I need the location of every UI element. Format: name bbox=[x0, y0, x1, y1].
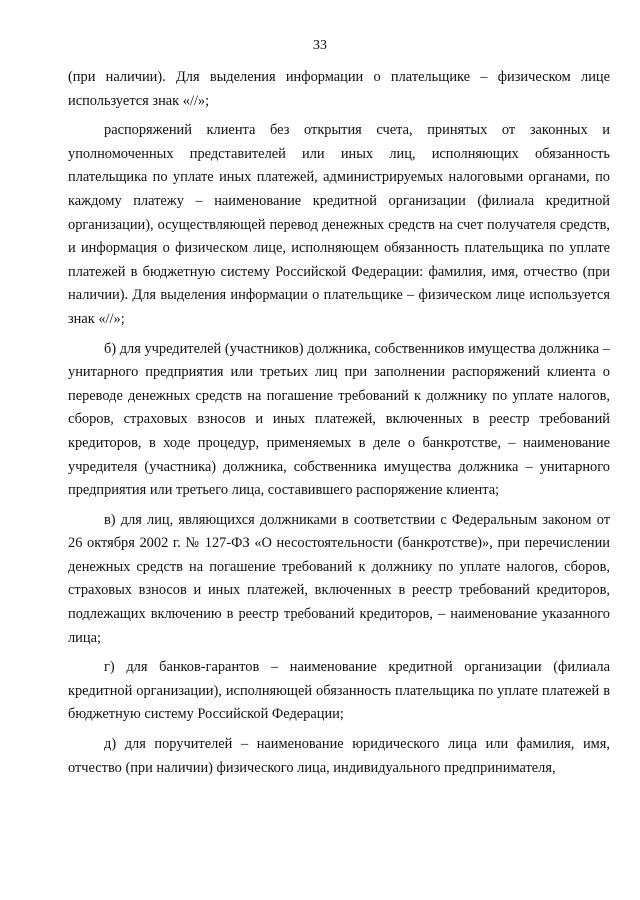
paragraph-item-v: в) для лиц, являющихся должниками в соответствии с Федеральным законом от 26 октября 2002 г. № 127-ФЗ «О несостоятельности (банкротстве)», при перечислении денежных средств на погашение требований к должнику по уплате налогов, сборов, страховых взносов и иных платежей, включенных в реестр требований кредиторов, подлежащих включению в реестр требований кредиторов, – наименование указанного лица; bbox=[68, 511, 610, 646]
paragraph-item-g: г) для банков-гарантов – наименование кредитной организации (филиала кредитной организации), исполняющей обязанность плательщика по уплате платежей в бюджетную систему Российской Федерации; bbox=[68, 659, 610, 723]
paragraph-item-b: б) для учредителей (участников) должника, собственников имущества должника – унитарного предприятия или третьих лиц при заполнении распоряжений клиента о переводе денежных средств на погашение требований к должнику по уплате налогов, сборов, страховых взносов и иных платежей, включенных в реестр требований кредиторов, в ходе процедур, применяемых в деле о банкротстве, – наименование учредителя (участника) должника, собственника имущества должника – унитарного предприятия или третьего лица, составившего распоряжение клиента; bbox=[68, 340, 610, 499]
paragraph-continuation: (при наличии). Для выделения информации о плательщике – физическом лице используется знак «//»; bbox=[68, 69, 610, 109]
paragraph-item-d: д) для поручителей – наименование юридического лица или фамилия, имя, отчество (при наличии) физического лица, индивидуального предпринимателя, bbox=[68, 736, 610, 776]
document-body bbox=[68, 66, 610, 780]
paragraph-orders-without-account: распоряжений клиента без открытия счета, принятых от законных и уполномоченных представителей или иных лиц, исполняющих обязанность плательщика по уплате иных платежей, администрируемых налоговыми органами, по каждому платежу – наименование кредитной организации (филиала кредитной организации), осуществляющей перевод денежных средств на счет получателя средств, и информация о физическом лице, исполняющем обязанность плательщика по уплате платежей в бюджетную систему Российской Федерации: фамилия, имя, отчество (при наличии). Для выделения информации о плательщике – физическом лице используется знак «//»; bbox=[68, 122, 610, 327]
page-number: 33 bbox=[313, 38, 327, 53]
